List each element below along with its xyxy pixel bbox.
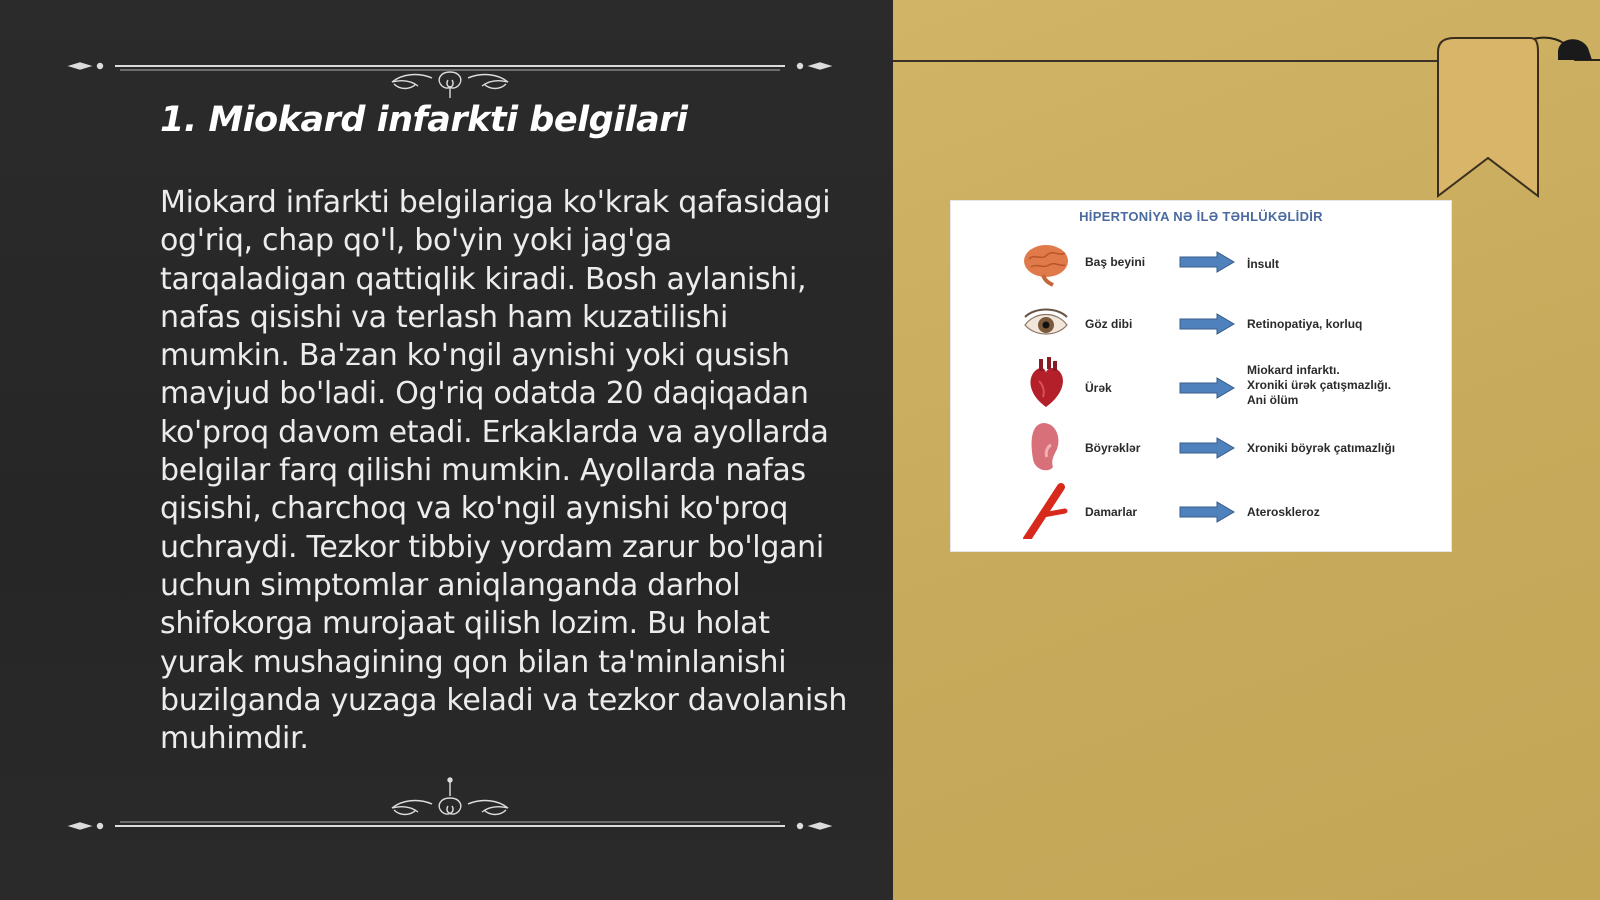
slide-title: 1. Miokard infarkti belgilari bbox=[160, 100, 688, 140]
organ-label: Ürək bbox=[1085, 381, 1112, 395]
result-text: İnsult bbox=[1247, 257, 1279, 271]
list-item bbox=[951, 419, 1451, 483]
arrow-right-icon bbox=[1179, 437, 1235, 459]
organ-label: Göz dibi bbox=[1085, 317, 1133, 331]
list-item bbox=[951, 355, 1451, 419]
result-text: Retinopatiya, korluq bbox=[1247, 317, 1363, 331]
list-item bbox=[951, 297, 1451, 361]
result-text: Ateroskleroz bbox=[1247, 505, 1320, 519]
ornamental-divider-bottom bbox=[60, 770, 840, 830]
list-item bbox=[951, 483, 1451, 547]
arrow-right-icon bbox=[1179, 313, 1235, 335]
eye-icon bbox=[1021, 297, 1071, 353]
gold-panel-divider bbox=[893, 60, 1473, 62]
result-text: Miokard infarktı. Xroniki ürək çatışmazlığı. Ani ölüm bbox=[1247, 363, 1392, 407]
brain-icon bbox=[1021, 237, 1071, 293]
infographic-title: HİPERTONİYA NƏ İLƏ TƏHLÜKƏLİDİR bbox=[1079, 209, 1323, 224]
result-text: Xroniki böyrək çatımazlığı bbox=[1247, 441, 1396, 455]
slide-body-text: Miokard infarkti belgilariga ko'krak qafasidagi og'riq, chap qo'l, bo'yin yoki jag'ga tarqaladigan qattiqlik kiradi. Bosh aylanishi, nafas qisishi va terlash ham kuzatilishi mumkin. Ba'zan ko'ngil aynishi yoki qusish mavjud bo'ladi. Og'riq odatda 20 daqiqadan ko'proq davom etadi. Erkaklarda va ayollarda belgilar farq qilishi mumkin. Ayollarda nafas qisishi, charchoq va ko'ngil aynishi ko'proq uchraydi. Tezkor tibbiy yordam zarur bo'lgani uchun simptomlar aniqlanganda darhol shifokorga murojaat qilish lozim. Bu holat yurak mushagining qon bilan ta'minlanishi buzilganda yuzaga keladi va tezkor davolanish muhimdir. bbox=[160, 185, 848, 757]
ornamental-divider-top bbox=[60, 40, 840, 100]
bookmark-ribbon-icon bbox=[1430, 30, 1600, 205]
heart-icon bbox=[1021, 355, 1071, 411]
hypertonia-infographic bbox=[950, 200, 1452, 552]
organ-label: Damarlar bbox=[1085, 505, 1138, 519]
organ-label: Baş beyini bbox=[1085, 255, 1146, 269]
artery-icon bbox=[1021, 483, 1071, 539]
arrow-right-icon bbox=[1179, 501, 1235, 523]
kidney-icon bbox=[1021, 419, 1071, 475]
list-item bbox=[951, 233, 1451, 297]
arrow-right-icon bbox=[1179, 377, 1235, 399]
arrow-right-icon bbox=[1179, 251, 1235, 273]
organ-label: Böyrəklər bbox=[1085, 441, 1141, 455]
